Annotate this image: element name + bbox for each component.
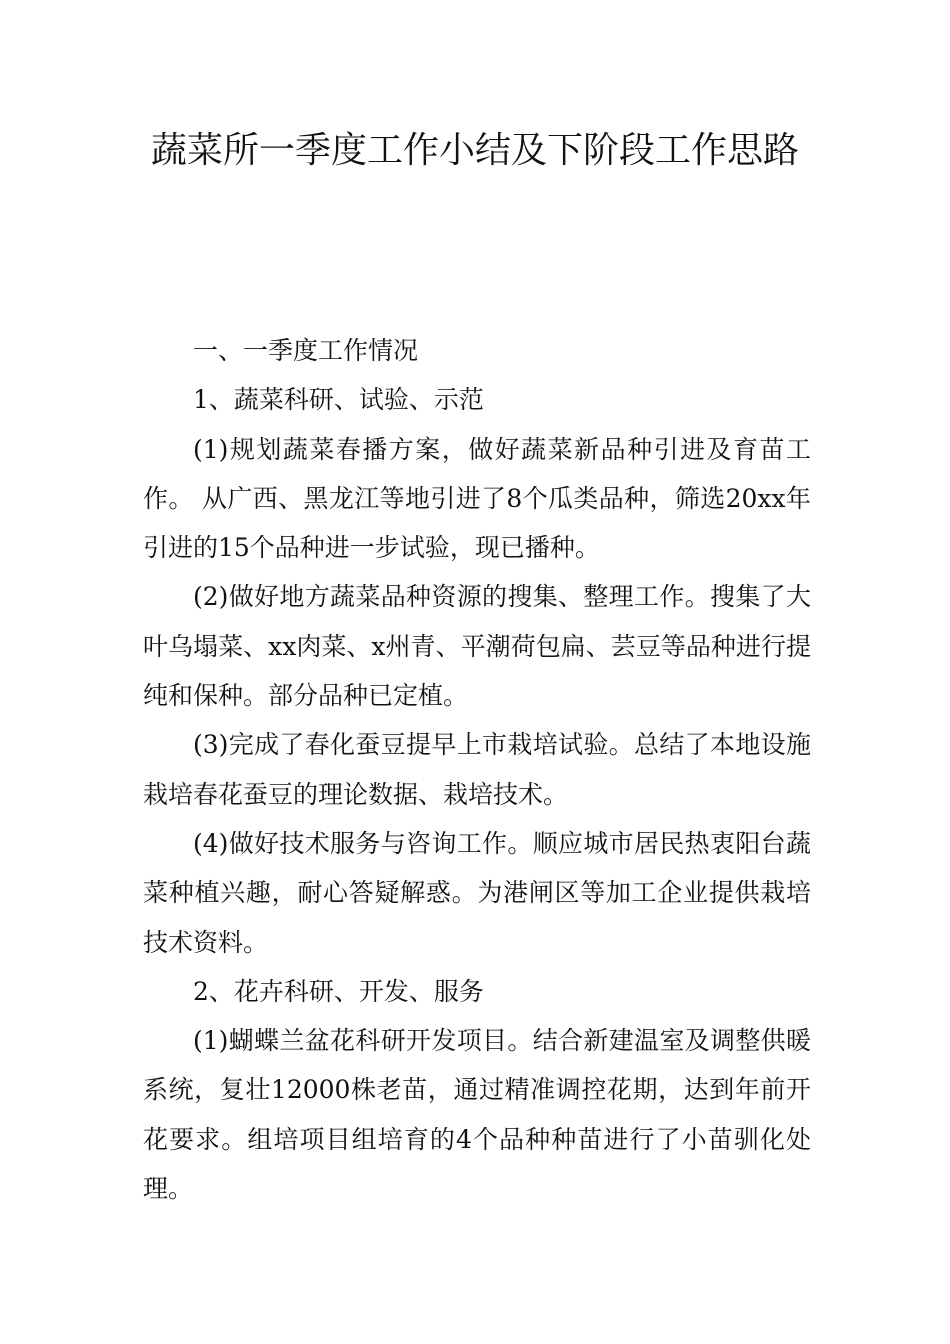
section-heading: 一、一季度工作情况 [193,336,419,365]
body-paragraph: (4)做好技术服务与咨询工作。顺应城市居民热衷阳台蔬菜种植兴趣，耐心答疑解惑。为港闸区等加工企业提供栽培技术资料。 [143,828,811,957]
body-paragraph: (3)完成了春化蚕豆提早上市栽培试验。总结了本地设施栽培春花蚕豆的理论数据、栽培技术。 [143,730,811,809]
document-title: 蔬菜所一季度工作小结及下阶段工作思路 [150,130,799,171]
body-paragraph: (2)做好地方蔬菜品种资源的搜集、整理工作。搜集了大叶乌塌菜、xx肉菜、x州青、平潮荷包扁、芸豆等品种进行提纯和保种。部分品种已定植。 [143,582,811,711]
body-paragraph: (1)规划蔬菜春播方案，做好蔬菜新品种引进及育苗工作。 从广西、黑龙江等地引进了8个瓜类品种，筛选20xx年引进的15个品种进一步试验，现已播种。 [143,434,811,563]
subsection-heading: 1、蔬菜科研、试验、示范 [193,385,484,415]
subsection-heading: 2、花卉科研、开发、服务 [193,976,484,1006]
document-body [143,326,811,1213]
body-paragraph: (1)蝴蝶兰盆花科研开发项目。结合新建温室及调整供暖系统，复壮12000株老苗，通过精准调控花期，达到年前开花要求。组培项目组培育的4个品种种苗进行了小苗驯化处理。 [143,1026,811,1204]
